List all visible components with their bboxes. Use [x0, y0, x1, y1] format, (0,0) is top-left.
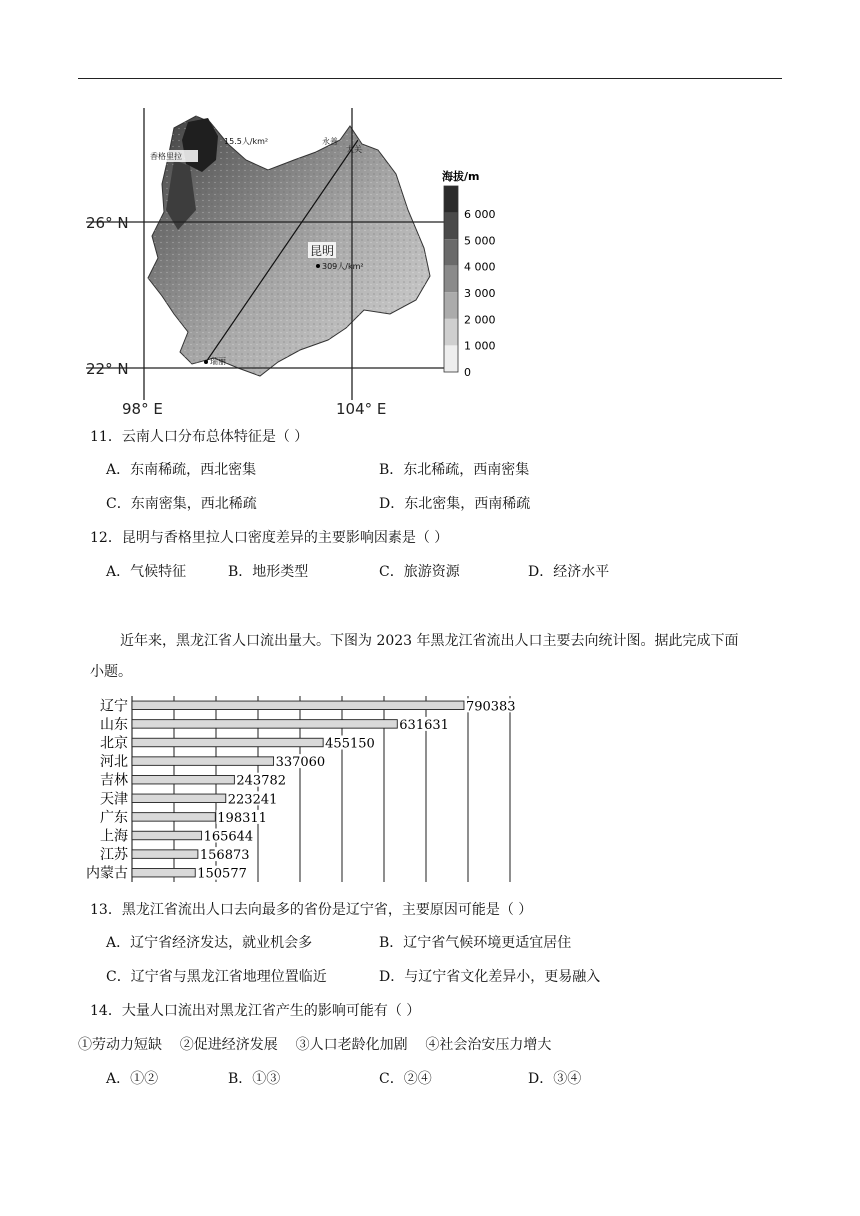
shangrila-density: 15.5人/km² [224, 137, 269, 146]
chart-value-label: 631631 [399, 717, 449, 733]
chart-value-label: 243782 [236, 773, 287, 789]
header-rule [78, 78, 782, 79]
lat-26-label: 26° N [86, 214, 129, 232]
q11-option-c[interactable]: C．东南密集，西北稀疏 [106, 496, 257, 512]
chart-category-label: 北京 [100, 735, 128, 752]
chart-bar [132, 757, 274, 766]
legend-tick-label: 0 [464, 366, 471, 379]
chart-category-label: 内蒙古 [86, 865, 128, 882]
chart-category-label: 吉林 [100, 772, 128, 789]
yongsheng-label: 永善 [322, 137, 338, 146]
chart-category-label: 广东 [100, 809, 128, 826]
legend-swatch [444, 319, 458, 346]
q14-option-b[interactable]: B．①③ [228, 1071, 281, 1087]
chart-value-label: 198311 [217, 810, 267, 826]
intro-line-2: 小题。 [90, 664, 132, 680]
lat-22-label: 22° N [86, 360, 129, 378]
q13-option-a[interactable]: A．辽宁省经济发达，就业机会多 [106, 935, 313, 951]
chart-category-label: 山东 [100, 716, 128, 733]
chart-bar [132, 831, 202, 840]
kunming-dot [316, 264, 320, 268]
q13-stem: 13．黑龙江省流出人口去向最多的省份是辽宁省，主要原因可能是（ ） [90, 902, 533, 918]
shangrila-label: 香格里拉 [150, 152, 182, 161]
yunnan-map [78, 100, 498, 420]
chart-bar [132, 701, 464, 710]
q13-option-b[interactable]: B．辽宁省气候环境更适宜居住 [379, 935, 572, 951]
ruili-dot [204, 360, 208, 364]
legend-tick-label: 2 000 [464, 313, 496, 327]
legend-tick-label: 1 000 [464, 339, 496, 353]
chart-category-label: 江苏 [100, 847, 128, 864]
legend-tick-label: 4 000 [464, 260, 496, 274]
elevation-legend-ticks [464, 208, 496, 379]
chart-value-label: 165644 [203, 829, 254, 845]
kunming-density: 309人/km² [322, 262, 364, 271]
q12-option-b[interactable]: B．地形类型 [228, 564, 309, 580]
intro-line-1: 近年来，黑龙江省人口流出量大。下图为 2023 年黑龙江省流出人口主要去向统计图。据此完成下面 [120, 633, 739, 649]
legend-tick-label: 6 000 [464, 208, 496, 221]
chart-category-label: 辽宁 [100, 698, 128, 715]
q11-option-a[interactable]: A．东南稀疏，西北密集 [106, 462, 257, 478]
chart-value-label: 156873 [199, 848, 250, 864]
q14-stem: 14．大量人口流出对黑龙江省产生的影响可能有（ ） [90, 1003, 421, 1019]
q14-items: ①劳动力短缺 ②促进经济发展 ③人口老龄化加剧 ④社会治安压力增大 [78, 1037, 552, 1053]
chart-bar [132, 775, 234, 784]
legend-swatch [444, 345, 458, 372]
ruili-label: 瑞丽 [210, 357, 226, 366]
chart-value-label: 790383 [465, 699, 516, 715]
legend-swatch [444, 213, 458, 240]
chart-bar [132, 868, 195, 877]
kunming-label: 昆明 [310, 244, 335, 258]
chart-category-label: 上海 [100, 828, 128, 845]
lon-98-label: 98° E [122, 400, 163, 418]
legend-tick-label: 3 000 [464, 287, 496, 300]
q11-option-d[interactable]: D．东北密集，西南稀疏 [379, 496, 531, 512]
q12-option-c[interactable]: C．旅游资源 [379, 564, 460, 580]
q14-option-c[interactable]: C．②④ [379, 1071, 432, 1087]
dadou-label: 大关 [346, 145, 362, 154]
q14-option-a[interactable]: A．①② [106, 1071, 159, 1087]
chart-value-label: 223241 [227, 792, 278, 808]
legend-swatch [444, 186, 458, 213]
legend-swatch [444, 266, 458, 293]
q12-option-d[interactable]: D．经济水平 [528, 564, 610, 580]
chart-category-label: 天津 [100, 791, 128, 808]
q12-option-a[interactable]: A．气候特征 [106, 564, 187, 580]
q11-stem: 11．云南人口分布总体特征是（ ） [90, 429, 309, 445]
outflow-bar-chart [80, 692, 540, 884]
q13-option-c[interactable]: C．辽宁省与黑龙江省地理位置临近 [106, 969, 327, 985]
legend-title: 海拔/m [442, 170, 480, 183]
q14-option-d[interactable]: D．③④ [528, 1071, 582, 1087]
chart-bar [132, 850, 198, 859]
chart-bar [132, 720, 397, 729]
q12-stem: 12．昆明与香格里拉人口密度差异的主要影响因素是（ ） [90, 530, 449, 546]
chart-value-label: 337060 [275, 755, 326, 771]
legend-tick-label: 5 000 [464, 234, 496, 248]
q13-option-d[interactable]: D．与辽宁省文化差异小，更易融入 [379, 969, 601, 985]
chart-value-label: 455150 [325, 736, 375, 752]
legend-swatch [444, 292, 458, 319]
chart-bar [132, 738, 323, 747]
chart-bar [132, 813, 215, 822]
q11-option-b[interactable]: B．东北稀疏，西南密集 [379, 462, 530, 478]
chart-category-label: 河北 [100, 754, 128, 771]
elevation-legend [444, 186, 458, 372]
chart-value-label: 150577 [197, 866, 247, 882]
legend-swatch [444, 239, 458, 266]
chart-bar [132, 794, 226, 803]
chart-category-labels [86, 698, 129, 881]
lon-104-label: 104° E [336, 400, 387, 418]
